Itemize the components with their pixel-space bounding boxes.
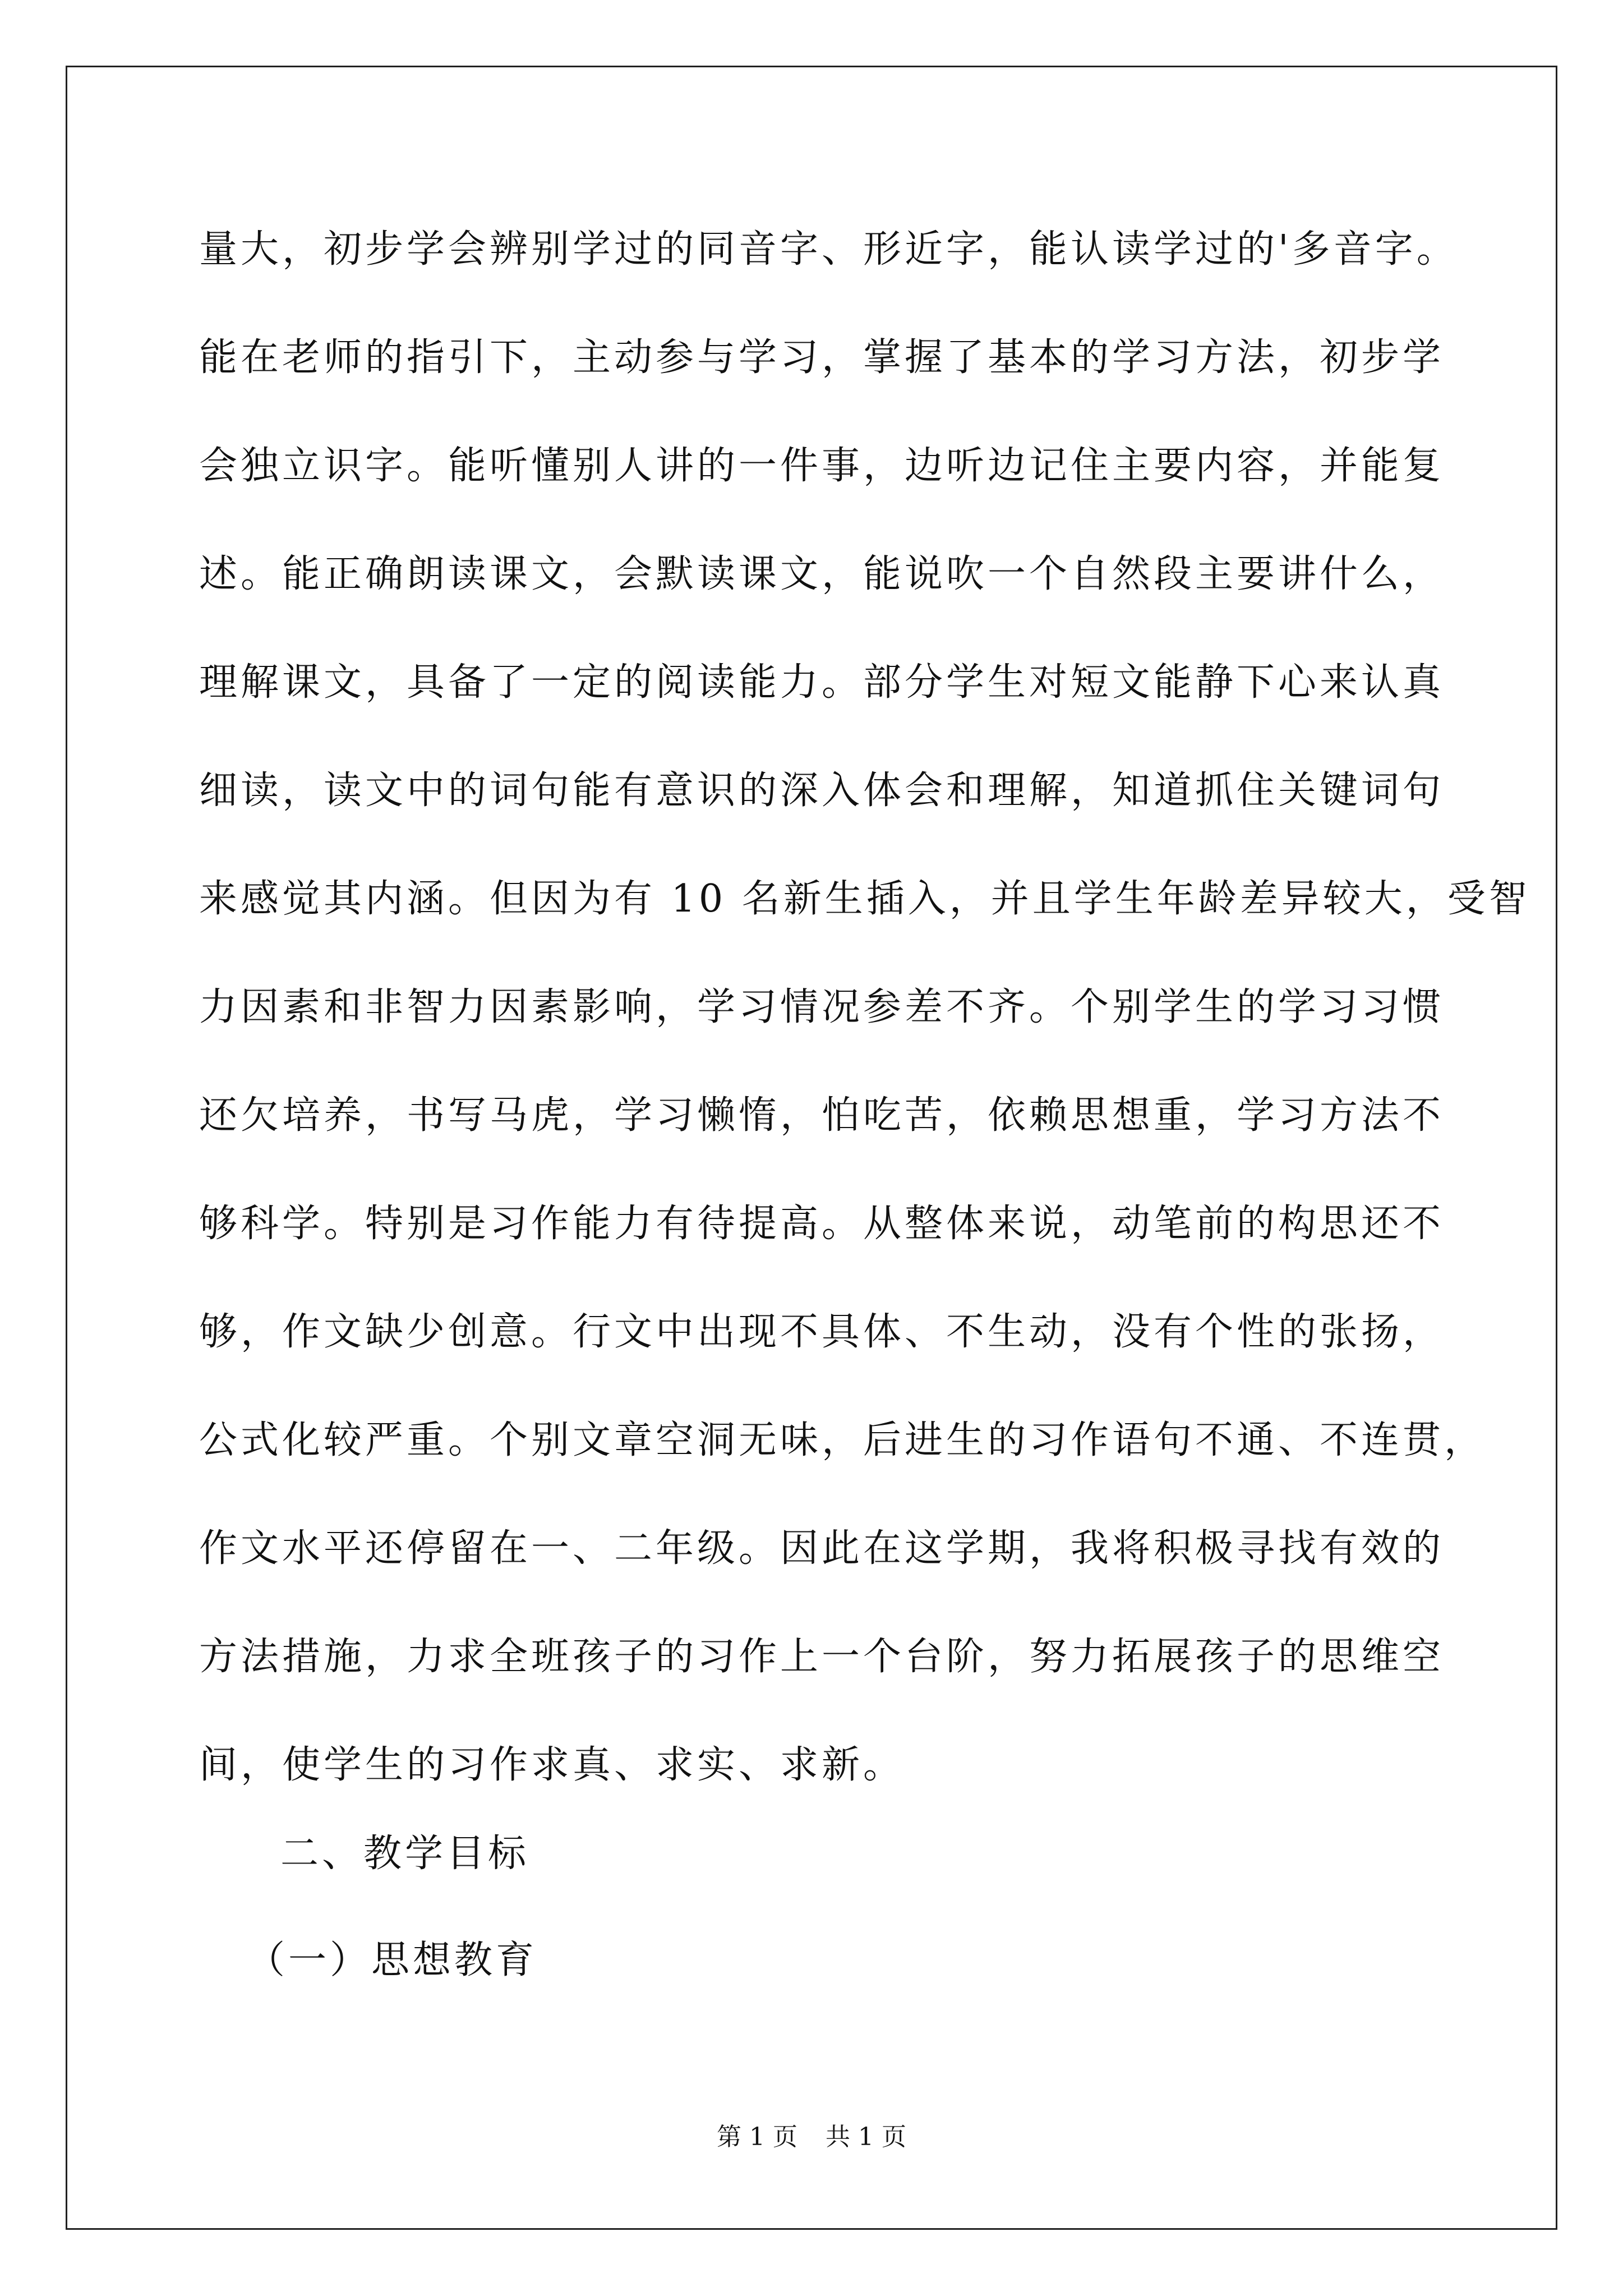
- text-line: 力因素和非智力因素影响，学习情况参差不齐。个别学生的学习习惯: [199, 985, 1445, 1029]
- text-line: 还欠培养，书写马虎，学习懒惰，怕吃苦，依赖思想重，学习方法不: [199, 1093, 1445, 1138]
- text-line: 来感觉其内涵。但因为有 10 名新生插入，并且学生年龄差异较大，受智: [199, 877, 1530, 921]
- text-line: 公式化较严重。个别文章空洞无味，后进生的习作语句不通、不连贯，: [199, 1418, 1486, 1462]
- text-line: 作文水平还停留在一、二年级。因此在这学期，我将积极寻找有效的: [199, 1526, 1445, 1571]
- subsection-heading: （一）思想教育: [247, 1938, 538, 1982]
- text-line: 够，作文缺少创意。行文中出现不具体、不生动，没有个性的张扬，: [199, 1310, 1445, 1354]
- text-line: 方法措施，力求全班孩子的习作上一个台阶，努力拓展孩子的思维空: [199, 1635, 1445, 1679]
- paragraph: [199, 216, 1530, 1840]
- text-line: 会独立识字。能听懂别人讲的一件事，边听边记住主要内容，并能复: [199, 444, 1445, 488]
- section-heading: 二、教学目标: [280, 1832, 530, 1876]
- page-footer: [0, 2120, 1623, 2154]
- page-number: 第 1 页: [717, 2123, 797, 2151]
- text-line: 够科学。特别是习作能力有待提高。从整体来说，动笔前的构思还不: [199, 1202, 1445, 1246]
- text-line: 理解课文，具备了一定的阅读能力。部分学生对短文能静下心来认真: [199, 660, 1445, 705]
- text-line: 细读，读文中的词句能有意识的深入体会和理解，知道抓住关键词句: [199, 769, 1445, 813]
- text-line: 量大，初步学会辨别学过的同音字、形近字，能认读学过的'多音字。: [199, 227, 1458, 272]
- page-total: 共 1 页: [826, 2123, 906, 2151]
- text-line: 述。能正确朗读课文，会默读课文，能说吹一个自然段主要讲什么，: [199, 552, 1445, 596]
- text-line: 能在老师的指引下，主动参与学习，掌握了基本的学习方法，初步学: [199, 335, 1445, 380]
- text-line: 间，使学生的习作求真、求实、求新。: [199, 1743, 905, 1787]
